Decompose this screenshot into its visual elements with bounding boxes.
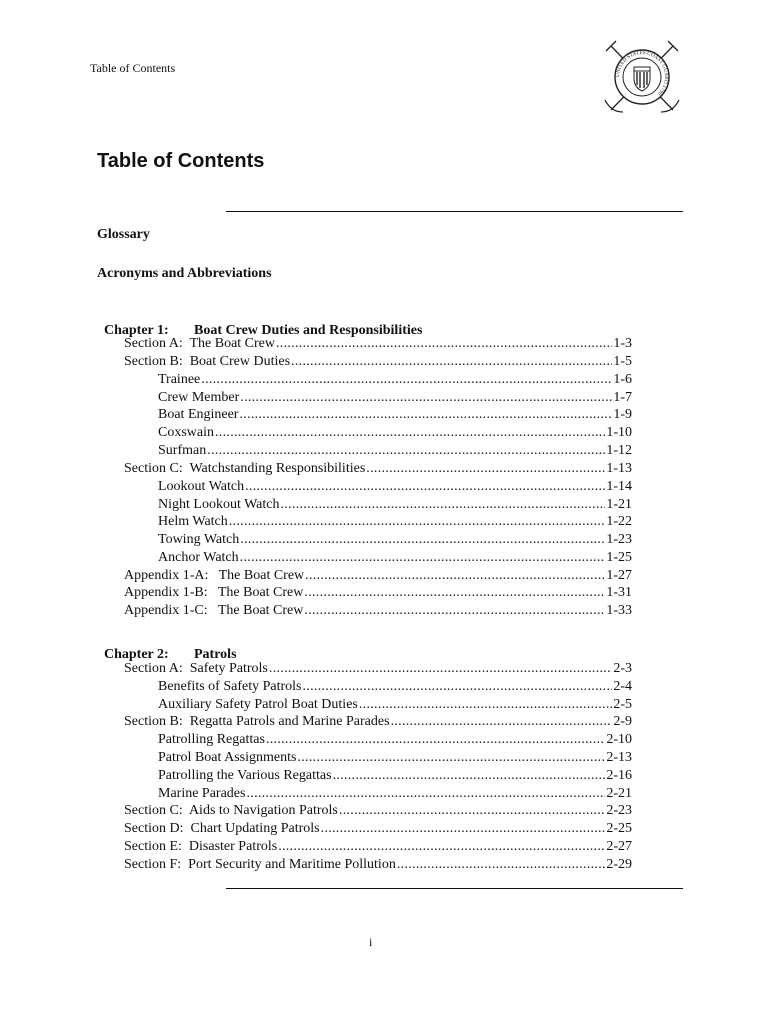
toc-entry-page: 1-9 (613, 407, 632, 422)
dot-leader (321, 820, 606, 838)
toc-entry-page: 2-25 (606, 821, 632, 836)
toc-entry-page: 1-22 (606, 514, 632, 529)
toc-entry-page: 1-33 (606, 603, 632, 618)
dot-leader (333, 767, 606, 785)
toc-entry[interactable] (124, 660, 632, 678)
toc-entry-label: Section A: The Boat Crew (124, 336, 275, 351)
chapter-1-title: Boat Crew Duties and Responsibilities (194, 323, 423, 338)
toc-entry[interactable] (124, 584, 632, 602)
toc-entry-page: 1-12 (606, 443, 632, 458)
toc-entry[interactable] (124, 335, 632, 353)
dot-leader (201, 371, 612, 389)
toc-entry-page: 1-3 (613, 336, 632, 351)
dot-leader (207, 442, 605, 460)
toc-entry[interactable] (124, 856, 632, 874)
dot-leader (215, 424, 605, 442)
toc-entry-label: Section B: Regatta Patrols and Marine Parades (124, 714, 390, 729)
toc-entry[interactable] (158, 478, 632, 496)
toc-entry[interactable] (158, 496, 632, 514)
toc-entry-page: 2-21 (606, 786, 632, 801)
toc-entry-label: Section A: Safety Patrols (124, 661, 268, 676)
dot-leader (391, 713, 613, 731)
toc-entry-page: 2-5 (613, 697, 632, 712)
toc-entry[interactable] (124, 713, 632, 731)
page-number: i (369, 935, 373, 949)
dot-leader (297, 749, 605, 767)
toc-entry-page: 1-5 (613, 354, 632, 369)
dot-leader (278, 838, 605, 856)
dot-leader (240, 549, 606, 567)
toc-entry-label: Lookout Watch (158, 479, 245, 494)
toc-entry[interactable] (158, 406, 632, 424)
toc-entry-label: Surfman (158, 443, 207, 458)
dot-leader (304, 584, 605, 602)
dot-leader (397, 856, 606, 874)
toc-entry-page: 2-13 (606, 750, 632, 765)
toc-entry-page: 1-23 (606, 532, 632, 547)
toc-entry-page: 1-13 (606, 461, 632, 476)
toc-entry-page: 1-10 (606, 425, 632, 440)
top-divider (226, 211, 683, 212)
toc-entry[interactable] (158, 442, 632, 460)
toc-entry-label: Benefits of Safety Patrols (158, 679, 302, 694)
dot-leader (266, 731, 605, 749)
toc-entry-label: Section F: Port Security and Maritime Pollution (124, 857, 396, 872)
toc-entry-label: Section C: Watchstanding Responsibilities (124, 461, 366, 476)
toc-entry-page: 2-23 (606, 803, 632, 818)
dot-leader (339, 802, 605, 820)
toc-entry-label: Section C: Aids to Navigation Patrols (124, 803, 338, 818)
toc-entry-page: 1-25 (606, 550, 632, 565)
toc-entry-page: 1-21 (606, 497, 632, 512)
bottom-divider (226, 888, 683, 889)
toc-entry-label: Anchor Watch (158, 550, 239, 565)
toc-entry[interactable] (124, 353, 632, 371)
dot-leader (304, 602, 605, 620)
dot-leader (240, 389, 612, 407)
dot-leader (246, 785, 605, 803)
dot-leader (229, 513, 606, 531)
toc-entry[interactable] (158, 731, 632, 749)
toc-entry[interactable] (124, 802, 632, 820)
toc-entry-label: Appendix 1-A: The Boat Crew (124, 568, 305, 583)
dot-leader (366, 460, 605, 478)
dot-leader (269, 660, 612, 678)
toc-entry-label: Boat Engineer (158, 407, 239, 422)
toc-entry[interactable] (158, 549, 632, 567)
toc-entry[interactable] (124, 838, 632, 856)
dot-leader (302, 678, 612, 696)
toc-entry[interactable] (158, 785, 632, 803)
coast-guard-seal-icon (603, 40, 681, 115)
toc-entry[interactable] (158, 389, 632, 407)
page-title: Table of Contents (97, 150, 265, 172)
toc-entry-label: Auxiliary Safety Patrol Boat Duties (158, 697, 358, 712)
seal-ring-text: UNITED STATES COAST GUARD 1790 (614, 49, 670, 97)
toc-entry-page: 2-29 (606, 857, 632, 872)
toc-entry-page: 2-3 (613, 661, 632, 676)
toc-entry[interactable] (158, 531, 632, 549)
toc-entry-label: Section D: Chart Updating Patrols (124, 821, 320, 836)
toc-entry[interactable] (158, 767, 632, 785)
glossary-heading: Glossary (97, 227, 150, 242)
dot-leader (240, 531, 605, 549)
toc-entry[interactable] (124, 567, 632, 585)
toc-entry-label: Appendix 1-B: The Boat Crew (124, 585, 304, 600)
toc-entry-label: Patrol Boat Assignments (158, 750, 297, 765)
chapter-2-title: Patrols (194, 647, 237, 662)
toc-entry[interactable] (124, 460, 632, 478)
toc-entry-label: Marine Parades (158, 786, 246, 801)
toc-entry-page: 2-10 (606, 732, 632, 747)
toc-entry-page: 1-7 (613, 390, 632, 405)
dot-leader (276, 335, 612, 353)
toc-entry-label: Trainee (158, 372, 201, 387)
toc-entry-label: Patrolling Regattas (158, 732, 265, 747)
dot-leader (245, 478, 605, 496)
toc-entry[interactable] (158, 424, 632, 442)
toc-entry-page: 2-4 (613, 679, 632, 694)
toc-entry-label: Appendix 1-C: The Boat Crew (124, 603, 304, 618)
toc-entry-page: 2-16 (606, 768, 632, 783)
acronyms-heading: Acronyms and Abbreviations (97, 266, 272, 281)
chapter-2-heading (97, 631, 237, 663)
toc-entry[interactable] (158, 696, 632, 714)
toc-entry-page: 1-6 (613, 372, 632, 387)
dot-leader (281, 496, 606, 514)
toc-entry[interactable] (158, 678, 632, 696)
dot-leader (239, 406, 612, 424)
running-header: Table of Contents (90, 61, 176, 75)
toc-entry-page: 1-27 (606, 568, 632, 583)
toc-entry-label: Patrolling the Various Regattas (158, 768, 332, 783)
toc-entry[interactable] (158, 513, 632, 531)
chapter-2-number: Chapter 2: (104, 647, 169, 662)
toc-entry-page: 1-31 (606, 585, 632, 600)
toc-entry[interactable] (158, 749, 632, 767)
toc-entry-label: Towing Watch (158, 532, 240, 547)
toc-entry-label: Coxswain (158, 425, 214, 440)
toc-entry-label: Helm Watch (158, 514, 228, 529)
toc-entry-page: 1-14 (606, 479, 632, 494)
toc-entry[interactable] (124, 602, 632, 620)
dot-leader (359, 696, 612, 714)
toc-entry-label: Section B: Boat Crew Duties (124, 354, 291, 369)
dot-leader (291, 353, 612, 371)
toc-entry[interactable] (124, 820, 632, 838)
toc-entry-page: 2-27 (606, 839, 632, 854)
toc-entry-page: 2-9 (613, 714, 632, 729)
dot-leader (305, 567, 605, 585)
toc-entry-label: Crew Member (158, 390, 240, 405)
toc-entry-label: Night Lookout Watch (158, 497, 280, 512)
toc-entry[interactable] (158, 371, 632, 389)
toc-entry-label: Section E: Disaster Patrols (124, 839, 278, 854)
chapter-1-number: Chapter 1: (104, 323, 169, 338)
